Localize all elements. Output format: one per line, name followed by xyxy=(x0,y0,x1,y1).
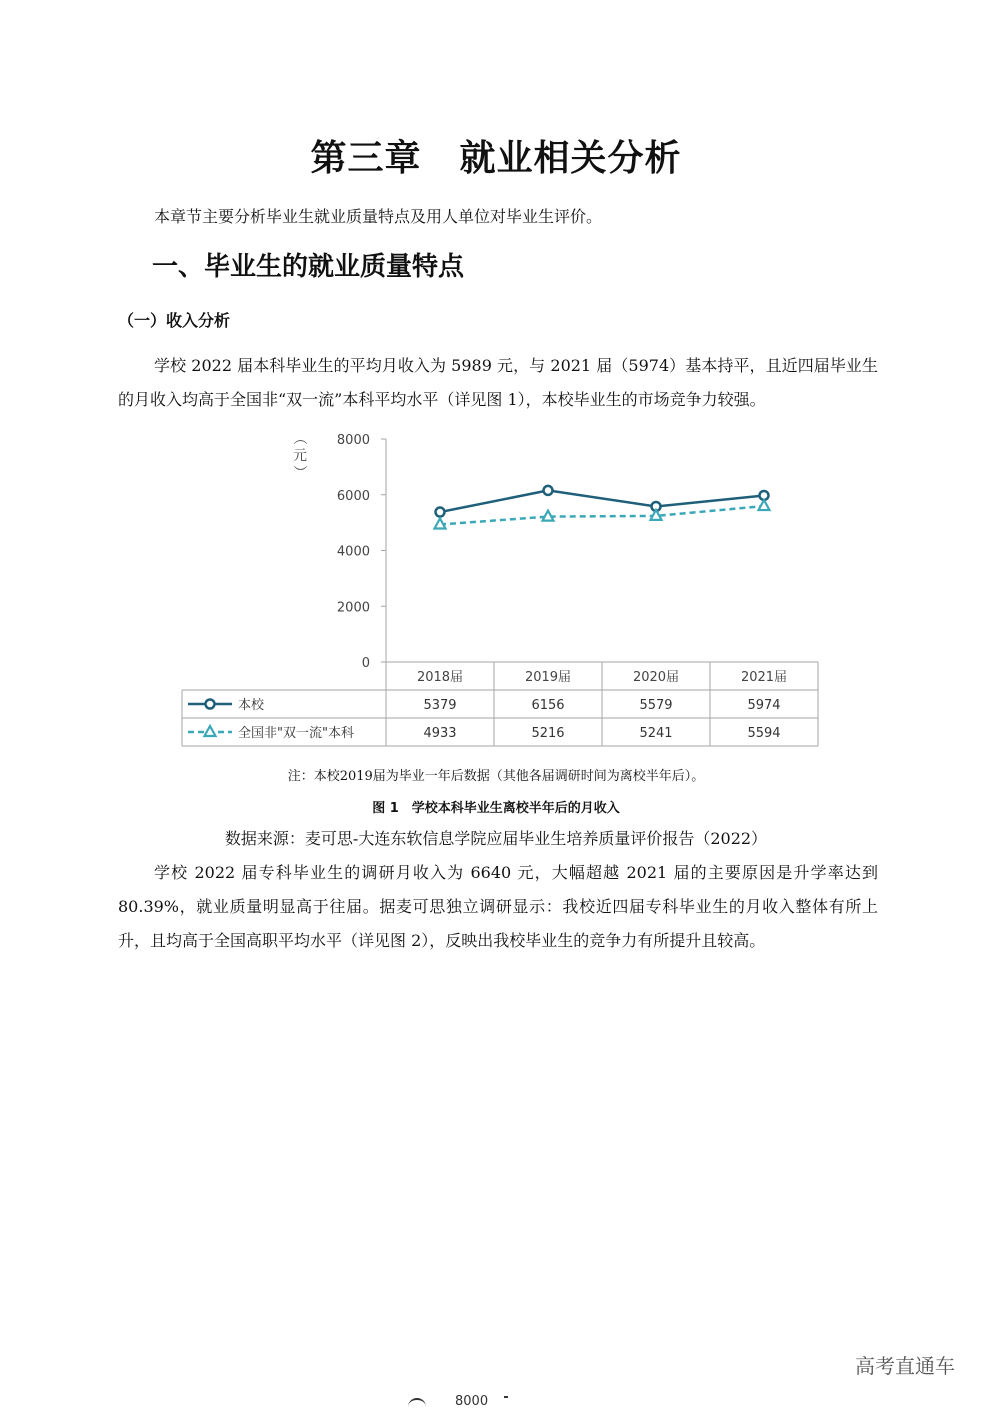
chapter-heading xyxy=(0,130,992,181)
data-source: 数据来源：麦可思-大连东软信息学院应届毕业生培养质量评价报告（2022） xyxy=(224,829,768,848)
y-tick-label: 0 xyxy=(361,656,370,671)
chart-note: 注：本校2019届为毕业一年后数据（其他各届调研时间为离校半年后）。 xyxy=(287,769,705,784)
y-axis-label-char: 元 xyxy=(293,448,307,464)
clipped-next-chart-tick: 8000 xyxy=(455,1394,489,1409)
legend-series-name: 本校 xyxy=(238,698,265,713)
table-value: 4933 xyxy=(423,726,457,741)
chapter-title: 就业相关分析 xyxy=(459,137,682,179)
data-point-marker xyxy=(435,518,446,528)
subsection-heading: （一）收入分析 xyxy=(118,311,231,330)
data-point-marker xyxy=(543,511,554,521)
table-value: 5379 xyxy=(423,698,457,713)
data-point-marker xyxy=(436,508,445,517)
series-line-0 xyxy=(440,490,764,512)
income-line-chart xyxy=(170,425,830,755)
legend-key-marker xyxy=(205,726,216,736)
table-value: 5594 xyxy=(747,726,781,741)
table-value: 5579 xyxy=(639,698,673,713)
y-axis-label-char: ） xyxy=(291,465,307,479)
table-value: 5974 xyxy=(747,698,781,713)
table-value: 6156 xyxy=(531,698,565,713)
x-category-label: 2018届 xyxy=(416,670,464,685)
clipped-icon xyxy=(408,1398,426,1410)
figure-caption: 图 1 学校本科毕业生离校半年后的月收入 xyxy=(372,801,620,816)
clipped-mark xyxy=(504,1396,508,1398)
x-category-label: 2021届 xyxy=(740,670,788,685)
series-line-1 xyxy=(440,506,764,524)
data-point-marker xyxy=(544,486,553,495)
x-category-label: 2019届 xyxy=(524,670,572,685)
section-heading: 一、毕业生的就业质量特点 xyxy=(152,252,465,282)
data-point-marker xyxy=(759,500,770,510)
chapter-label: 第三章 xyxy=(310,137,422,179)
table-value: 5216 xyxy=(531,726,565,741)
data-point-marker xyxy=(651,510,662,520)
income-paragraph: 学校 2022 届本科毕业生的平均月收入为 5989 元，与 2021 届（5974）基本持平，且近四届毕业生的月收入均高于全国非“双一流”本科平均水平（详见图 1），本校毕业生的市场竞争力较强。 xyxy=(118,356,878,409)
x-category-label: 2020届 xyxy=(632,670,680,685)
legend-key-marker xyxy=(206,700,215,709)
y-tick-label: 6000 xyxy=(336,488,370,504)
y-axis-label-char: （ xyxy=(291,431,307,445)
y-tick-label: 8000 xyxy=(336,433,370,448)
y-tick-label: 2000 xyxy=(336,600,370,616)
table-value: 5241 xyxy=(639,726,673,741)
y-tick-label: 4000 xyxy=(336,544,370,560)
intro-paragraph: 本章节主要分析毕业生就业质量特点及用人单位对毕业生评价。 xyxy=(154,207,603,226)
vocational-income-paragraph: 学校 2022 届专科毕业生的调研月收入为 6640 元，大幅超越 2021 届的主要原因是升学率达到 80.39%，就业质量明显高于往届。据麦可思独立调研显示：我校近四届专科毕业生的月收入整体有所上升，且均高于全国高职平均水平（详见图 2），反映出我校毕业生的竞争力有所提升且较高。 xyxy=(118,863,878,950)
watermark: 高考直通车 xyxy=(855,1354,955,1378)
legend-series-name: 全国非"双一流"本科 xyxy=(238,726,354,741)
